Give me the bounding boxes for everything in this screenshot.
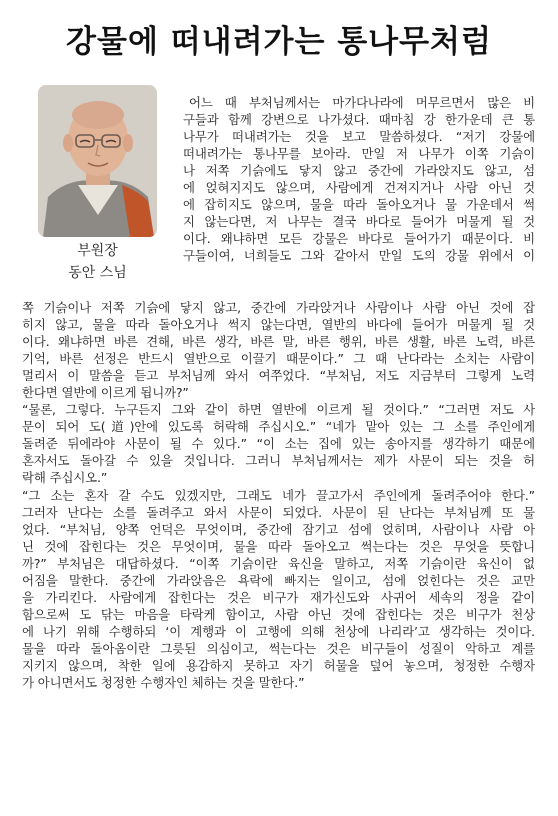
text-line: 가 아니면서도 청정한 수행자인 체하는 것을 말한다.”: [22, 675, 305, 691]
text-line: 락해 주십시오.”: [22, 470, 108, 486]
text-line: 까?” 부처님은 대답하셨다. “이쪽 기슭이란 육신을 말하고, 저쪽 기슭이란 육신이 없: [22, 555, 535, 571]
text-line: 멀리서 이 말씀을 듣고 부처님께 와서 여쭈었다. “부처님, 저도 지금부터 그렇게 노력: [22, 368, 535, 384]
text-line: 그러자 난다는 소를 돌려주고 와서 사문이 되었다. 사문이 된 난다는 부처님께 또 물: [22, 504, 535, 520]
text-line: 구들과 함께 강변으로 나가셨다. 때마침 강 한가운데 큰 통: [183, 112, 535, 128]
text-line: 나 저쪽 기슭에도 닿지 않고 중간에 가라앉지도 않고, 섬: [183, 163, 535, 179]
text-line: “물론, 그렇다. 누구든지 그와 같이 하면 열반에 이르게 될 것이다.” “그러면 저도 사: [22, 402, 535, 418]
text-line: 물을 따라 돌아옴이란 그릇된 의심이고, 썩는다는 것은 비구들이 성질이 악하고 계를: [22, 640, 535, 656]
page-title: 강물에 떠내려가는 통나무처럼: [66, 24, 492, 60]
text-line: 을 가리킨다. 사람에게 잡힌다는 것은 비구가 재가신도와 사귀어 세속의 정을 같이: [22, 589, 535, 605]
text-line: 함으로써 도 닦는 마음을 타락케 함이고, 사람 아닌 것에 잡힌다는 것은 비구가 천상: [22, 606, 535, 622]
text-line: 었다. “부처님, 양쪽 언덕은 무엇이며, 중간에 잠기고 섬에 얹히며, 사람이나 사람 아: [22, 521, 535, 537]
paragraph: [22, 487, 535, 692]
text-line: 에 얹혀지지도 않으며, 사람에게 건져지거나 사람 아닌 것: [183, 180, 535, 196]
author-name: 동안 스님: [68, 265, 127, 281]
text-line: 이다. 왜냐하면 바른 견해, 바른 생각, 바른 말, 바른 행위, 바른 생활, 바른 노력, 바른: [22, 334, 535, 350]
text-line: 돌려준 뒤에라야 사문이 될 수 있다.” “이 소는 집에 있는 송아지를 생각하기 때문에: [22, 436, 535, 452]
text-line: 에 나기 위해 수행하되 ‘이 계행과 이 고행에 의해 천상에 나리라’고 생각하는 것이다.: [22, 623, 535, 639]
full-width-text: [22, 299, 535, 691]
text-line: 닌 것에 잡힌다는 것은 무엇이며, 물을 따라 돌아오고 썩는다는 것은 무엇을 뜻합니: [22, 538, 535, 554]
text-line: 혼자서도 돌아갈 수 있을 것입니다. 그러니 부처님께서는 제가 사문이 되는 것을 허: [22, 453, 535, 469]
text-line: 어느 때 부처님께서는 마가다나라에 머무르면서 많은 비: [189, 95, 535, 110]
text-line: 히지 않고, 물을 따라 돌아오거나 썩지 않는다면, 열반의 바다에 들어가 머물게 될 것: [22, 317, 535, 333]
text-line: 구들이여, 너희들도 그와 같아서 만일 도의 강물 위에서 이: [183, 248, 535, 264]
text-line: 문이 되어 도(道)안에 있도록 허락해 주십시오.” “네가 맡아 있는 그 소를 주인에게: [22, 419, 535, 435]
author-role: 부원장: [77, 243, 118, 259]
text-line: 한다면 열반에 이르게 됩니까?”: [22, 385, 189, 401]
text-line: 쪽 기슭이나 저쪽 기슭에 닿지 않고, 중간에 가라앉거나 사람이나 사람 아닌 것에 잡: [22, 300, 535, 315]
paragraph: [22, 401, 535, 486]
text-line: 이다. 왜냐하면 모든 강물은 바다로 들어가기 때문이다. 비: [183, 231, 535, 247]
author-caption: [38, 240, 157, 284]
text-line: 지 않는다면, 저 나무는 결국 바다로 들어가 머물게 될 것: [183, 214, 535, 230]
text-line: 떠내려가는 통나무를 보아라. 만일 저 나무가 이쪽 기슭이: [183, 146, 535, 162]
text-line: 기억, 바른 선정은 반드시 열반으로 이끌기 때문이다.” 그 때 난다라는 소치는 사람이: [22, 351, 535, 367]
text-line: 어짐을 말한다. 중간에 가라앉음은 욕락에 빠지는 일이고, 섬에 얹힌다는 것은 교만: [22, 572, 535, 588]
author-photo: [38, 85, 157, 237]
monk-portrait-icon: [38, 85, 157, 237]
text-line: 에 잡히지도 않으며, 물을 따라 돌아오거나 물 가운데서 썩: [183, 197, 535, 213]
right-column-text: [183, 94, 535, 264]
paragraph: [22, 299, 535, 401]
text-line: 나무가 떠내려가는 것을 보고 말씀하셨다. “저기 강물에: [183, 129, 535, 145]
text-line: “그 소는 혼자 갈 수도 있겠지만, 그래도 네가 끌고가서 주인에게 돌려주어야 한다.”: [22, 487, 535, 503]
text-line: 지키지 않으며, 착한 일에 용감하지 못하고 자기 허물을 덮어 놓으며, 청정한 수행자: [22, 657, 535, 673]
